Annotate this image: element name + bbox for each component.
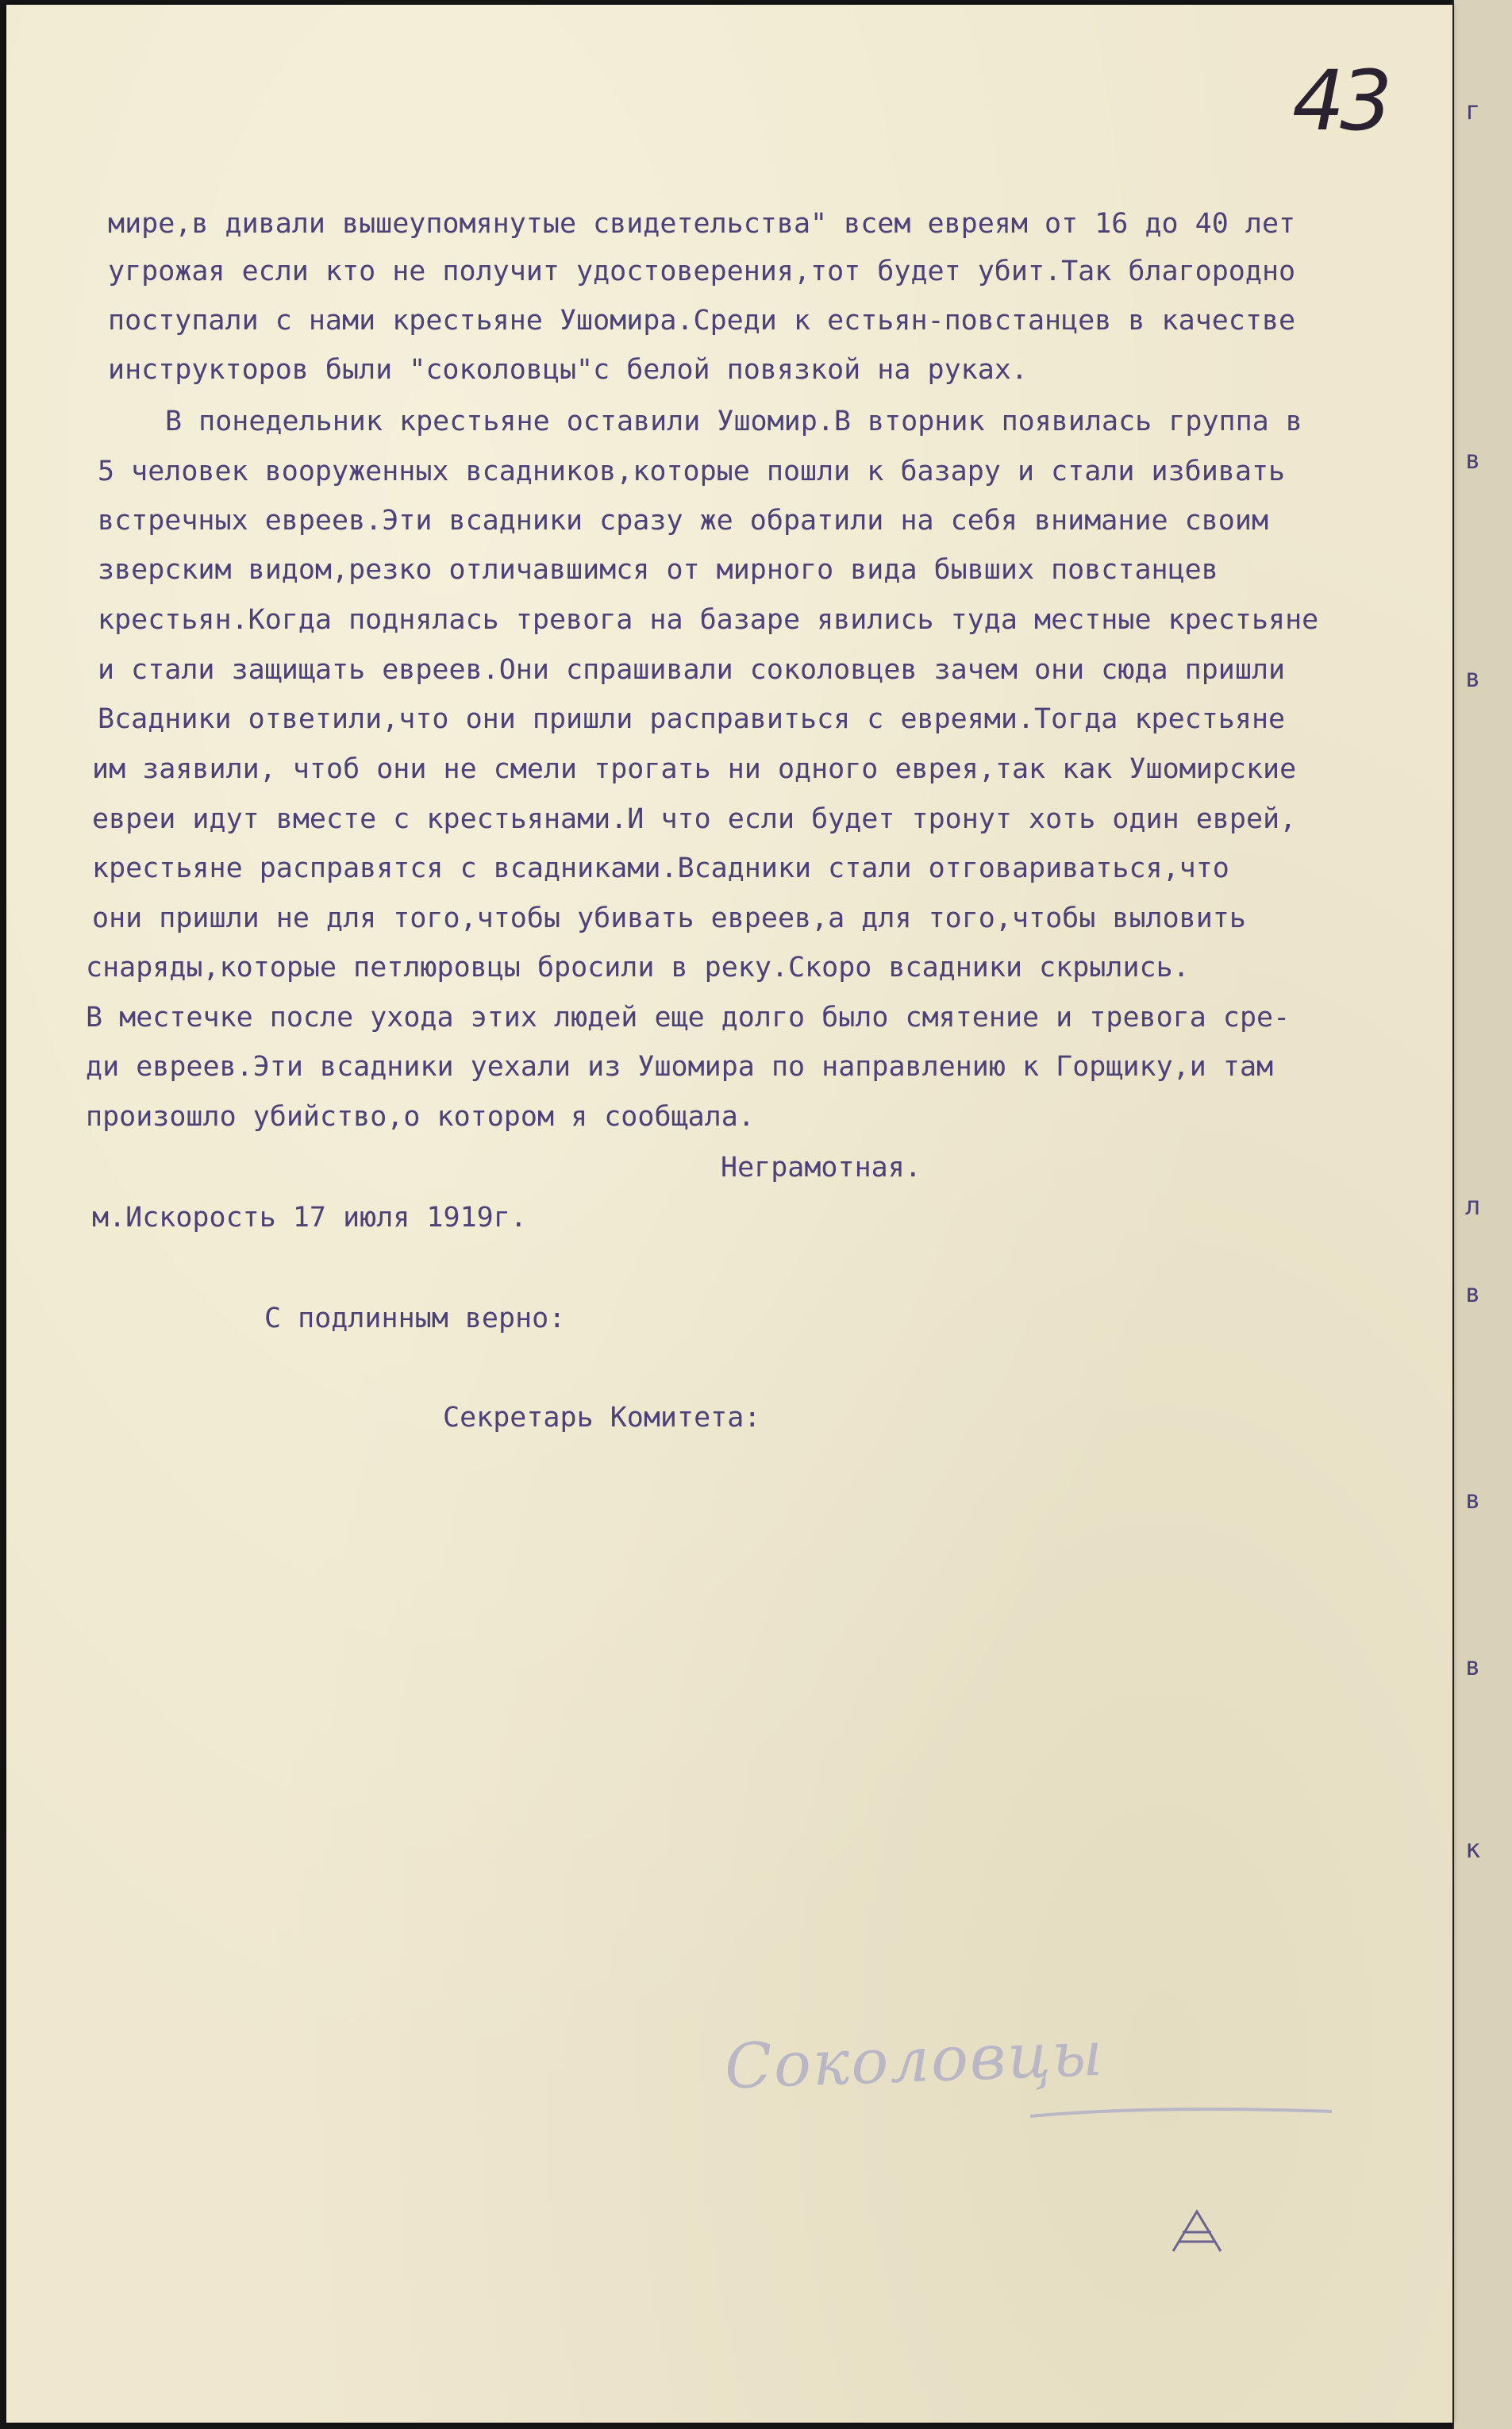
text-line: им заявили, чтоб они не смели трогать ни одного еврея,так как Ушомирские — [92, 753, 1297, 785]
text-line: поступали с нами крестьяне Ушомира.Среди к естьян-повстанцев в качестве — [108, 305, 1296, 337]
document-page — [6, 5, 1452, 2423]
text-line: В местечке после ухода этих людей еще долго было смятение и тревога сре- — [86, 1002, 1291, 1034]
text-line: произошло убийство,о котором я сообщала. — [86, 1101, 755, 1133]
page-number: 43 — [1292, 52, 1388, 149]
text-line: В понедельник крестьяне оставили Ушомир.В вторник появилась группа в — [165, 406, 1302, 437]
text-line: встречных евреев.Эти всадники сразу же обратили на себя внимание своим — [98, 505, 1269, 537]
secretary-line: Секретарь Комитета: — [443, 1402, 761, 1434]
ink-mark — [1165, 2204, 1229, 2267]
adjacent-page-edge — [1452, 0, 1512, 2429]
text-line: евреи идут вместе с крестьянами.И что если будет тронут хоть один еврей, — [92, 803, 1297, 835]
text-line: зверским видом,резко отличавшимся от мирного вида бывших повстанцев — [98, 554, 1218, 586]
text-line: ди евреев.Эти всадники уехали из Ушомира по направлению к Горщику,и там — [86, 1051, 1274, 1083]
text-line: снаряды,которые петлюровцы бросили в реку.Скоро всадники скрылись. — [86, 952, 1190, 984]
signature-note: Неграмотная. — [721, 1152, 921, 1184]
place-date: м.Искорость 17 июля 1919г. — [92, 1202, 527, 1234]
certification-line: С подлинным верно: — [264, 1303, 566, 1334]
handwritten-underline — [1030, 2100, 1348, 2124]
text-line: инструкторов были "соколовцы"с белой повязкой на руках. — [108, 354, 1028, 386]
text-line: крестьяне расправятся с всадниками.Всадники стали отговариваться,что — [92, 853, 1229, 884]
text-line: крестьян.Когда поднялась тревога на базаре явились туда местные крестьяне — [98, 604, 1319, 636]
text-line: мире,в дивали вышеупомянутые свидетельства" всем евреям от 16 до 40 лет — [108, 208, 1296, 240]
text-line: они пришли не для того,чтобы убивать евреев,а для того,чтобы выловить — [92, 903, 1246, 934]
text-line: угрожая если кто не получит удостоверения,тот будет убит.Так благородно — [108, 256, 1296, 287]
text-line: 5 человек вооруженных всадников,которые пошли к базару и стали избивать — [98, 456, 1286, 487]
adjacent-page-fragments: г в в л в в в к — [1465, 95, 1481, 1864]
text-line: и стали защищать евреев.Они спрашивали соколовцев зачем они сюда пришли — [98, 654, 1286, 686]
handwritten-note: Соколовцы — [723, 2018, 1106, 2104]
text-line: Всадники ответили,что они пришли расправиться с евреями.Тогда крестьяне — [98, 703, 1286, 735]
